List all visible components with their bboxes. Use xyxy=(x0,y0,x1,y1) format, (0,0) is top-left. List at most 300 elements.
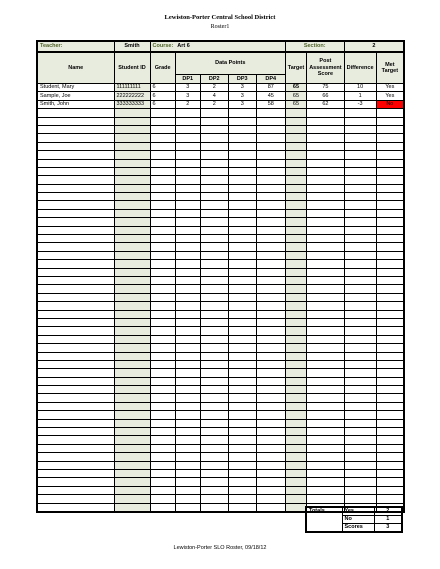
empty-cell[interactable] xyxy=(285,469,306,477)
empty-cell[interactable] xyxy=(200,201,228,209)
empty-cell[interactable] xyxy=(307,285,344,293)
empty-cell[interactable] xyxy=(256,109,285,117)
empty-cell[interactable] xyxy=(307,159,344,167)
empty-cell[interactable] xyxy=(285,461,306,469)
empty-cell[interactable] xyxy=(150,386,175,394)
empty-cell[interactable] xyxy=(256,386,285,394)
empty-cell[interactable] xyxy=(175,260,200,268)
empty-cell[interactable] xyxy=(114,109,150,117)
empty-cell[interactable] xyxy=(175,184,200,192)
empty-cell[interactable] xyxy=(256,486,285,494)
empty-cell[interactable] xyxy=(37,251,114,259)
empty-cell[interactable] xyxy=(307,428,344,436)
empty-cell[interactable] xyxy=(175,134,200,142)
empty-cell[interactable] xyxy=(200,469,228,477)
empty-cell[interactable] xyxy=(228,109,256,117)
empty-cell[interactable] xyxy=(344,360,376,368)
empty-cell[interactable] xyxy=(285,394,306,402)
empty-cell[interactable] xyxy=(376,402,404,410)
empty-cell[interactable] xyxy=(344,310,376,318)
empty-cell[interactable] xyxy=(37,226,114,234)
empty-cell[interactable] xyxy=(256,125,285,133)
empty-cell[interactable] xyxy=(114,201,150,209)
empty-cell[interactable] xyxy=(37,268,114,276)
empty-cell[interactable] xyxy=(285,327,306,335)
empty-cell[interactable] xyxy=(344,151,376,159)
empty-cell[interactable] xyxy=(150,159,175,167)
empty-cell[interactable] xyxy=(200,411,228,419)
empty-cell[interactable] xyxy=(200,360,228,368)
empty-cell[interactable] xyxy=(285,428,306,436)
empty-cell[interactable] xyxy=(200,444,228,452)
empty-cell[interactable] xyxy=(376,209,404,217)
empty-cell[interactable] xyxy=(114,276,150,284)
empty-cell[interactable] xyxy=(150,444,175,452)
empty-cell[interactable] xyxy=(37,419,114,427)
empty-cell[interactable] xyxy=(175,318,200,326)
empty-cell[interactable] xyxy=(150,318,175,326)
empty-cell[interactable] xyxy=(285,235,306,243)
empty-cell[interactable] xyxy=(228,251,256,259)
empty-cell[interactable] xyxy=(175,461,200,469)
empty-cell[interactable] xyxy=(114,411,150,419)
empty-cell[interactable] xyxy=(114,159,150,167)
empty-cell[interactable] xyxy=(307,268,344,276)
empty-cell[interactable] xyxy=(114,402,150,410)
empty-cell[interactable] xyxy=(114,293,150,301)
empty-cell[interactable] xyxy=(150,218,175,226)
empty-cell[interactable] xyxy=(175,453,200,461)
empty-cell[interactable] xyxy=(344,142,376,150)
empty-cell[interactable] xyxy=(37,159,114,167)
empty-cell[interactable] xyxy=(376,453,404,461)
empty-cell[interactable] xyxy=(114,428,150,436)
empty-cell[interactable] xyxy=(256,293,285,301)
empty-cell[interactable] xyxy=(344,285,376,293)
empty-cell[interactable] xyxy=(307,276,344,284)
empty-cell[interactable] xyxy=(175,235,200,243)
empty-cell[interactable] xyxy=(376,276,404,284)
empty-cell[interactable] xyxy=(175,109,200,117)
empty-cell[interactable] xyxy=(285,453,306,461)
empty-cell[interactable] xyxy=(256,159,285,167)
empty-cell[interactable] xyxy=(376,235,404,243)
empty-cell[interactable] xyxy=(150,125,175,133)
empty-cell[interactable] xyxy=(256,360,285,368)
empty-cell[interactable] xyxy=(37,201,114,209)
empty-cell[interactable] xyxy=(256,495,285,503)
empty-cell[interactable] xyxy=(114,117,150,125)
empty-cell[interactable] xyxy=(344,486,376,494)
empty-cell[interactable] xyxy=(200,134,228,142)
student-post-score[interactable]: 66 xyxy=(307,92,344,100)
empty-cell[interactable] xyxy=(285,352,306,360)
empty-cell[interactable] xyxy=(307,293,344,301)
empty-cell[interactable] xyxy=(285,293,306,301)
empty-cell[interactable] xyxy=(37,134,114,142)
empty-cell[interactable] xyxy=(344,176,376,184)
empty-cell[interactable] xyxy=(175,377,200,385)
empty-cell[interactable] xyxy=(175,369,200,377)
student-dp2[interactable]: 4 xyxy=(200,92,228,100)
student-name[interactable]: Sample, Joe xyxy=(37,92,114,100)
empty-cell[interactable] xyxy=(307,386,344,394)
empty-cell[interactable] xyxy=(200,302,228,310)
empty-cell[interactable] xyxy=(150,344,175,352)
student-name[interactable]: Smith, John xyxy=(37,100,114,108)
empty-cell[interactable] xyxy=(256,310,285,318)
empty-cell[interactable] xyxy=(344,402,376,410)
empty-cell[interactable] xyxy=(37,453,114,461)
empty-cell[interactable] xyxy=(344,218,376,226)
empty-cell[interactable] xyxy=(256,134,285,142)
empty-cell[interactable] xyxy=(150,436,175,444)
empty-cell[interactable] xyxy=(307,167,344,175)
empty-cell[interactable] xyxy=(376,377,404,385)
empty-cell[interactable] xyxy=(307,344,344,352)
empty-cell[interactable] xyxy=(200,377,228,385)
empty-cell[interactable] xyxy=(307,193,344,201)
empty-cell[interactable] xyxy=(200,176,228,184)
empty-cell[interactable] xyxy=(376,184,404,192)
empty-cell[interactable] xyxy=(285,260,306,268)
empty-cell[interactable] xyxy=(307,243,344,251)
empty-cell[interactable] xyxy=(344,276,376,284)
empty-cell[interactable] xyxy=(114,377,150,385)
empty-cell[interactable] xyxy=(37,486,114,494)
empty-cell[interactable] xyxy=(307,436,344,444)
empty-cell[interactable] xyxy=(114,461,150,469)
empty-cell[interactable] xyxy=(256,318,285,326)
empty-cell[interactable] xyxy=(114,134,150,142)
empty-cell[interactable] xyxy=(200,453,228,461)
empty-cell[interactable] xyxy=(376,486,404,494)
empty-cell[interactable] xyxy=(344,386,376,394)
empty-cell[interactable] xyxy=(175,285,200,293)
empty-cell[interactable] xyxy=(228,167,256,175)
empty-cell[interactable] xyxy=(200,218,228,226)
student-grade[interactable]: 6 xyxy=(150,92,175,100)
empty-cell[interactable] xyxy=(307,444,344,452)
empty-cell[interactable] xyxy=(114,176,150,184)
empty-cell[interactable] xyxy=(307,469,344,477)
empty-cell[interactable] xyxy=(307,109,344,117)
empty-cell[interactable] xyxy=(344,428,376,436)
empty-cell[interactable] xyxy=(114,469,150,477)
empty-cell[interactable] xyxy=(256,142,285,150)
empty-cell[interactable] xyxy=(376,302,404,310)
empty-cell[interactable] xyxy=(228,419,256,427)
empty-cell[interactable] xyxy=(150,226,175,234)
empty-cell[interactable] xyxy=(114,419,150,427)
empty-cell[interactable] xyxy=(37,218,114,226)
empty-cell[interactable] xyxy=(150,503,175,512)
student-id[interactable]: 222222222 xyxy=(114,92,150,100)
empty-cell[interactable] xyxy=(285,184,306,192)
empty-cell[interactable] xyxy=(307,218,344,226)
empty-cell[interactable] xyxy=(256,453,285,461)
empty-cell[interactable] xyxy=(285,243,306,251)
empty-cell[interactable] xyxy=(37,235,114,243)
empty-cell[interactable] xyxy=(344,394,376,402)
empty-cell[interactable] xyxy=(285,402,306,410)
empty-cell[interactable] xyxy=(307,486,344,494)
empty-cell[interactable] xyxy=(307,251,344,259)
empty-cell[interactable] xyxy=(175,276,200,284)
empty-cell[interactable] xyxy=(200,352,228,360)
empty-cell[interactable] xyxy=(228,134,256,142)
empty-cell[interactable] xyxy=(256,176,285,184)
empty-cell[interactable] xyxy=(150,293,175,301)
empty-cell[interactable] xyxy=(200,167,228,175)
empty-cell[interactable] xyxy=(150,411,175,419)
empty-cell[interactable] xyxy=(114,344,150,352)
empty-cell[interactable] xyxy=(285,125,306,133)
empty-cell[interactable] xyxy=(285,226,306,234)
empty-cell[interactable] xyxy=(200,235,228,243)
student-target[interactable]: 65 xyxy=(285,100,306,108)
empty-cell[interactable] xyxy=(285,167,306,175)
empty-cell[interactable] xyxy=(376,159,404,167)
empty-cell[interactable] xyxy=(200,209,228,217)
empty-cell[interactable] xyxy=(228,453,256,461)
empty-cell[interactable] xyxy=(200,117,228,125)
empty-cell[interactable] xyxy=(150,193,175,201)
empty-cell[interactable] xyxy=(200,402,228,410)
empty-cell[interactable] xyxy=(200,293,228,301)
empty-cell[interactable] xyxy=(285,503,306,512)
empty-cell[interactable] xyxy=(150,184,175,192)
empty-cell[interactable] xyxy=(175,411,200,419)
empty-cell[interactable] xyxy=(376,201,404,209)
empty-cell[interactable] xyxy=(200,260,228,268)
empty-cell[interactable] xyxy=(307,453,344,461)
empty-cell[interactable] xyxy=(344,302,376,310)
empty-cell[interactable] xyxy=(256,117,285,125)
empty-cell[interactable] xyxy=(150,268,175,276)
student-dp4[interactable]: 58 xyxy=(256,100,285,108)
empty-cell[interactable] xyxy=(376,411,404,419)
empty-cell[interactable] xyxy=(114,503,150,512)
empty-cell[interactable] xyxy=(307,184,344,192)
student-dp2[interactable]: 2 xyxy=(200,84,228,92)
empty-cell[interactable] xyxy=(37,285,114,293)
empty-cell[interactable] xyxy=(344,369,376,377)
empty-cell[interactable] xyxy=(344,478,376,486)
student-dp1[interactable]: 3 xyxy=(175,92,200,100)
empty-cell[interactable] xyxy=(307,117,344,125)
empty-cell[interactable] xyxy=(228,117,256,125)
student-dp4[interactable]: 45 xyxy=(256,92,285,100)
empty-cell[interactable] xyxy=(150,260,175,268)
empty-cell[interactable] xyxy=(376,142,404,150)
empty-cell[interactable] xyxy=(175,142,200,150)
empty-cell[interactable] xyxy=(344,352,376,360)
empty-cell[interactable] xyxy=(175,167,200,175)
empty-cell[interactable] xyxy=(307,369,344,377)
empty-cell[interactable] xyxy=(150,235,175,243)
empty-cell[interactable] xyxy=(37,117,114,125)
empty-cell[interactable] xyxy=(256,335,285,343)
empty-cell[interactable] xyxy=(150,302,175,310)
empty-cell[interactable] xyxy=(285,117,306,125)
empty-cell[interactable] xyxy=(37,193,114,201)
empty-cell[interactable] xyxy=(256,402,285,410)
empty-cell[interactable] xyxy=(344,201,376,209)
empty-cell[interactable] xyxy=(200,243,228,251)
empty-cell[interactable] xyxy=(200,335,228,343)
empty-cell[interactable] xyxy=(37,335,114,343)
empty-cell[interactable] xyxy=(307,134,344,142)
empty-cell[interactable] xyxy=(256,201,285,209)
empty-cell[interactable] xyxy=(37,260,114,268)
empty-cell[interactable] xyxy=(175,268,200,276)
empty-cell[interactable] xyxy=(376,125,404,133)
empty-cell[interactable] xyxy=(175,243,200,251)
empty-cell[interactable] xyxy=(285,369,306,377)
empty-cell[interactable] xyxy=(307,377,344,385)
empty-cell[interactable] xyxy=(285,478,306,486)
empty-cell[interactable] xyxy=(37,276,114,284)
empty-cell[interactable] xyxy=(344,436,376,444)
empty-cell[interactable] xyxy=(37,310,114,318)
empty-cell[interactable] xyxy=(228,151,256,159)
student-id[interactable]: 111111111 xyxy=(114,84,150,92)
empty-cell[interactable] xyxy=(175,151,200,159)
empty-cell[interactable] xyxy=(285,209,306,217)
empty-cell[interactable] xyxy=(376,285,404,293)
empty-cell[interactable] xyxy=(307,419,344,427)
empty-cell[interactable] xyxy=(200,419,228,427)
empty-cell[interactable] xyxy=(376,226,404,234)
empty-cell[interactable] xyxy=(150,209,175,217)
student-dp3[interactable]: 3 xyxy=(228,100,256,108)
empty-cell[interactable] xyxy=(150,167,175,175)
empty-cell[interactable] xyxy=(307,461,344,469)
empty-cell[interactable] xyxy=(376,444,404,452)
empty-cell[interactable] xyxy=(37,495,114,503)
empty-cell[interactable] xyxy=(114,268,150,276)
empty-cell[interactable] xyxy=(114,251,150,259)
empty-cell[interactable] xyxy=(285,134,306,142)
empty-cell[interactable] xyxy=(256,436,285,444)
empty-cell[interactable] xyxy=(307,411,344,419)
empty-cell[interactable] xyxy=(114,184,150,192)
empty-cell[interactable] xyxy=(200,461,228,469)
empty-cell[interactable] xyxy=(285,218,306,226)
empty-cell[interactable] xyxy=(376,310,404,318)
empty-cell[interactable] xyxy=(228,495,256,503)
empty-cell[interactable] xyxy=(37,293,114,301)
empty-cell[interactable] xyxy=(175,402,200,410)
empty-cell[interactable] xyxy=(200,344,228,352)
empty-cell[interactable] xyxy=(175,251,200,259)
empty-cell[interactable] xyxy=(256,428,285,436)
empty-cell[interactable] xyxy=(228,184,256,192)
empty-cell[interactable] xyxy=(376,495,404,503)
empty-cell[interactable] xyxy=(285,411,306,419)
empty-cell[interactable] xyxy=(37,411,114,419)
empty-cell[interactable] xyxy=(200,268,228,276)
empty-cell[interactable] xyxy=(376,151,404,159)
empty-cell[interactable] xyxy=(256,184,285,192)
empty-cell[interactable] xyxy=(376,327,404,335)
empty-cell[interactable] xyxy=(37,461,114,469)
empty-cell[interactable] xyxy=(150,419,175,427)
empty-cell[interactable] xyxy=(307,318,344,326)
empty-cell[interactable] xyxy=(150,469,175,477)
empty-cell[interactable] xyxy=(150,478,175,486)
empty-cell[interactable] xyxy=(114,453,150,461)
empty-cell[interactable] xyxy=(307,201,344,209)
empty-cell[interactable] xyxy=(256,268,285,276)
empty-cell[interactable] xyxy=(114,167,150,175)
empty-cell[interactable] xyxy=(228,226,256,234)
empty-cell[interactable] xyxy=(376,469,404,477)
empty-cell[interactable] xyxy=(344,251,376,259)
empty-cell[interactable] xyxy=(150,142,175,150)
empty-cell[interactable] xyxy=(150,453,175,461)
empty-cell[interactable] xyxy=(256,251,285,259)
empty-cell[interactable] xyxy=(37,386,114,394)
empty-cell[interactable] xyxy=(344,293,376,301)
student-grade[interactable]: 6 xyxy=(150,100,175,108)
student-dp4[interactable]: 87 xyxy=(256,84,285,92)
empty-cell[interactable] xyxy=(285,318,306,326)
empty-cell[interactable] xyxy=(307,402,344,410)
empty-cell[interactable] xyxy=(344,344,376,352)
student-dp2[interactable]: 2 xyxy=(200,100,228,108)
empty-cell[interactable] xyxy=(37,344,114,352)
empty-cell[interactable] xyxy=(175,193,200,201)
empty-cell[interactable] xyxy=(285,495,306,503)
empty-cell[interactable] xyxy=(285,193,306,201)
empty-cell[interactable] xyxy=(200,310,228,318)
empty-cell[interactable] xyxy=(228,209,256,217)
empty-cell[interactable] xyxy=(228,176,256,184)
empty-cell[interactable] xyxy=(150,109,175,117)
empty-cell[interactable] xyxy=(175,386,200,394)
empty-cell[interactable] xyxy=(200,495,228,503)
empty-cell[interactable] xyxy=(228,428,256,436)
empty-cell[interactable] xyxy=(37,176,114,184)
empty-cell[interactable] xyxy=(376,318,404,326)
empty-cell[interactable] xyxy=(228,302,256,310)
empty-cell[interactable] xyxy=(228,386,256,394)
empty-cell[interactable] xyxy=(228,369,256,377)
empty-cell[interactable] xyxy=(285,302,306,310)
empty-cell[interactable] xyxy=(150,310,175,318)
empty-cell[interactable] xyxy=(228,360,256,368)
empty-cell[interactable] xyxy=(37,302,114,310)
empty-cell[interactable] xyxy=(175,209,200,217)
empty-cell[interactable] xyxy=(114,486,150,494)
empty-cell[interactable] xyxy=(256,167,285,175)
empty-cell[interactable] xyxy=(200,159,228,167)
empty-cell[interactable] xyxy=(307,335,344,343)
empty-cell[interactable] xyxy=(256,469,285,477)
empty-cell[interactable] xyxy=(150,428,175,436)
empty-cell[interactable] xyxy=(256,478,285,486)
empty-cell[interactable] xyxy=(344,235,376,243)
empty-cell[interactable] xyxy=(175,176,200,184)
empty-cell[interactable] xyxy=(344,159,376,167)
empty-cell[interactable] xyxy=(285,386,306,394)
empty-cell[interactable] xyxy=(344,411,376,419)
empty-cell[interactable] xyxy=(344,125,376,133)
empty-cell[interactable] xyxy=(256,377,285,385)
empty-cell[interactable] xyxy=(175,344,200,352)
